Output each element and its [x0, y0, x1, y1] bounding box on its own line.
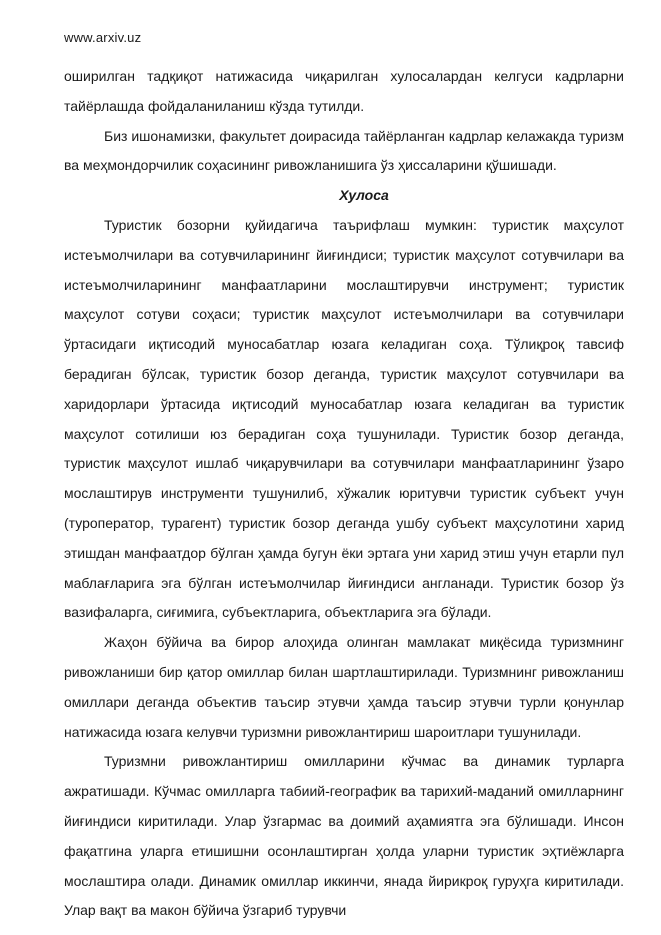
paragraph-tourist-market: Туристик бозорни қуйидагича таърифлаш мумкин: туристик маҳсулот истеъмолчилари ва сотувчиларининг йиғиндиси; туристик маҳсулот сотувчилари ва истеъмолчиларининг манфаатларини мослаштирувчи инструмент; туристик маҳсулот сотуви соҳаси; туристик маҳсулот истеъмолчилари ва сотувчилари ўртасидаги иқтисодий муносабатлар юзага келадиган соҳа. Тўлиқроқ тавсиф берадиган бўлсак, туристик бозор деганда, туристик маҳсулот сотувчилари ва харидорлари ўртасида иқтисодий муносабатлар юзага келадиган ва туристик маҳсулот сотилиши юз берадиган соҳа тушунилади. Туристик бозор деганда, туристик маҳсулот ишлаб чиқарувчилари ва сотувчилари манфаатларининг ўзаро мослаштирув инструменти тушунилиб, хўжалик юритувчи туристик субъект учун (туроператор, турагент) туристик бозор деганда ушбу субъект маҳсулотини харид этишдан манфаатдор бўлган ҳамда бугун ёки эртага уни харид этиш учун етарли пул маблағларига эга бўлган истеъмолчилар йиғиндиси англанади. Туристик бозор ўз вазифаларга, сиғимига, субъектларига, объектларига эга бўлади.	[64, 216, 624, 621]
site-url-header: www.arxiv.uz	[64, 30, 142, 45]
paragraph-faculty: Биз ишонамизки, факультет доирасида тайёрланган кадрлар келажакда туризм ва меҳмондорчилик соҳасининг ривожланишига ўз ҳиссаларини қўшишади.	[64, 127, 624, 174]
section-heading-conclusion: Хулоса	[339, 187, 389, 204]
document-body	[64, 62, 624, 926]
paragraph-factor-types: Туризмни ривожлантириш омилларини кўчмас ва динамик турларга ажратишади. Кўчмас омилларга табиий-географик ва тарихий-маданий омилларнинг йиғиндиси киритилади. Улар ўзгармас ва доимий аҳамиятга эга бўлишади. Инсон фақатгина уларга етишишни осонлаштирган ҳолда уларни туристик эҳтиёжларга мослаштира олади. Динамик омиллар иккинчи, янада йирикроқ гуруҳга киритилади. Улар вақт ва макон бўйича ўзгариб турувчи	[64, 753, 624, 919]
paragraph-continuation: оширилган тадқиқот натижасида чиқарилган хулосалардан келгуси кадрларни тайёрлашда фойдаланиланиш кўзда тутилди.	[64, 68, 624, 114]
paragraph-development-factors: Жаҳон бўйича ва бирор алоҳида олинган мамлакат миқёсида туризмнинг ривожланиши бир қатор омиллар билан шартлаштирилади. Туризмнинг ривожланиш омиллари деганда объектив таъсир этувчи ҳамда таъсир этувчи турли қонунлар натижасида юзага келувчи туризмни ривожлантириш шароитлари тушунилади.	[64, 634, 624, 740]
